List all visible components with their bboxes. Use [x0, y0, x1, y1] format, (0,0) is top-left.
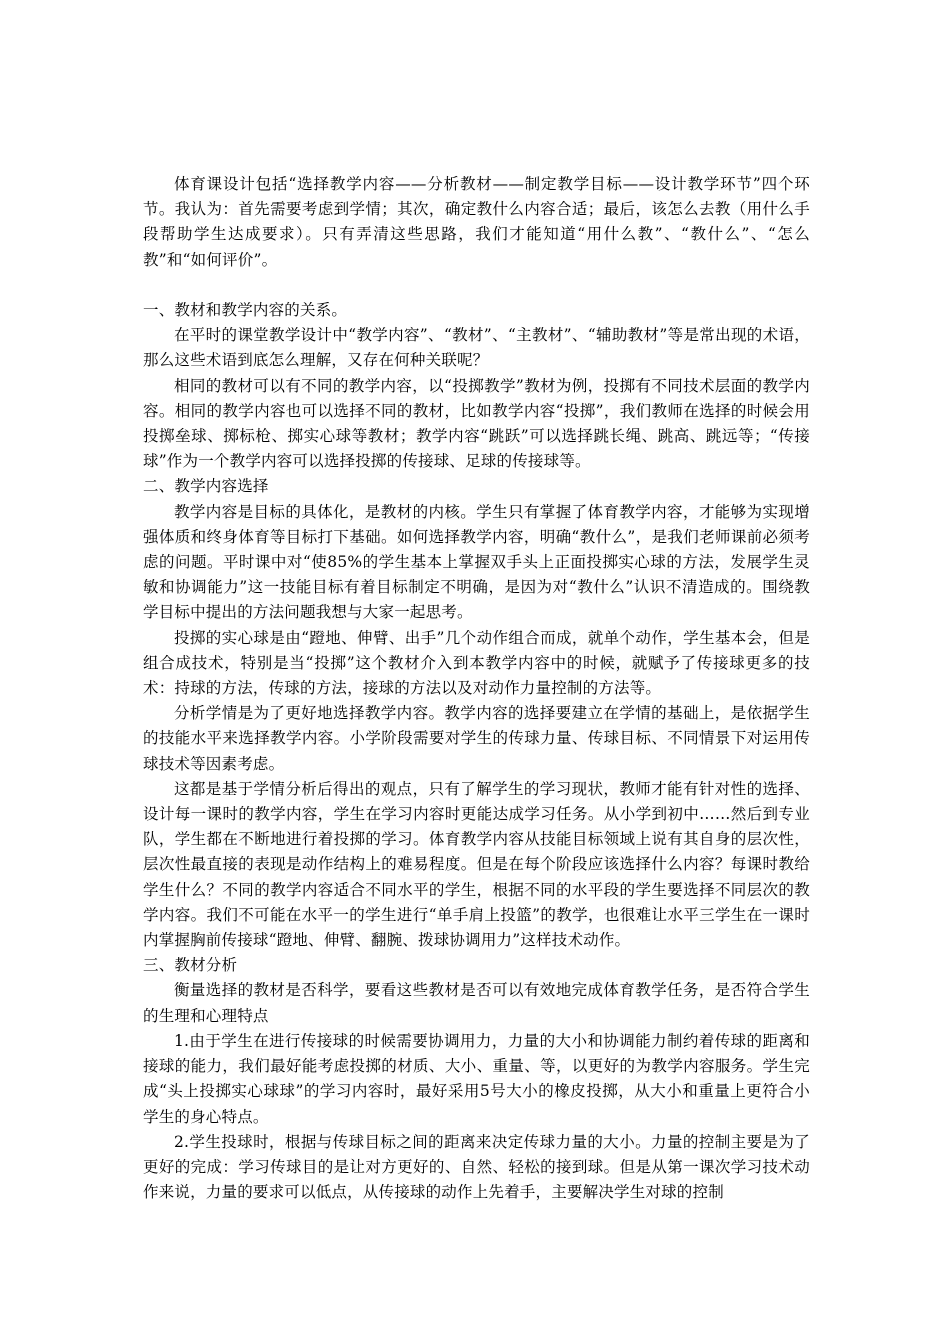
intro-paragraph: 体育课设计包括“选择教学内容——分析教材——制定教学目标——设计教学环节”四个环节。我认为：首先需要考虑到学情；其次，确定教什么内容合适；最后，该怎么去教（用什么手段帮助学生达成要求）。只有弄清这些思路，我们才能知道“用什么教”、“教什么”、“怎么教”和“如何评价”。	[143, 175, 810, 269]
section-heading-1: 一、教材和教学内容的关系。	[143, 301, 348, 319]
section-2-paragraph: 分析学情是为了更好地选择教学内容。教学内容的选择要建立在学情的基础上，是依据学生的技能水平来选择教学内容。小学阶段需要对学生的传球力量、传球目标、不同情景下对运用传球技术等因素考虑。	[143, 704, 810, 773]
section-3-paragraph: 衡量选择的教材是否科学，要看这些教材是否可以有效地完成体育教学任务，是否符合学生的生理和心理特点	[143, 981, 810, 1025]
section-3-paragraph: 2.学生投球时，根据与传球目标之间的距离来决定传球力量的大小。力量的控制主要是为了更好的完成：学习传球目的是让对方更好的、自然、轻松的接到球。但是从第一课次学习技术动作来说，力量的要求可以低点，从传接球的动作上先着手，主要解决学生对球的控制	[143, 1132, 810, 1202]
section-2-paragraph: 教学内容是目标的具体化，是教材的内核。学生只有掌握了体育教学内容，才能够为实现增强体质和终身体育等目标打下基础。如何选择教学内容，明确“教什么”，是我们老师课前必须考虑的问题。平时课中对“使85%的学生基本上掌握双手头上正面投掷实心球的方法，发展学生灵敏和协调能力”这一技能目标有着目标制定不明确，是因为对“教什么”认识不清造成的。围绕教学目标中提出的方法问题我想与大家一起思考。	[143, 502, 810, 622]
document-body	[143, 172, 810, 1205]
section-1-paragraph: 在平时的课堂教学设计中“教学内容”、“教材”、“主教材”、“辅助教材”等是常出现的术语，那么这些术语到底怎么理解，又存在何种关联呢？	[143, 326, 810, 370]
section-3-paragraph: 1.由于学生在进行传接球的时候需要协调用力，力量的大小和协调能力制约着传球的距离和接球的能力，我们最好能考虑投掷的材质、大小、重量、等，以更好的为教学内容服务。学生完成“头上投掷实心球球”的学习内容时，最好采用5号大小的橡皮投掷，从大小和重量上更符合小学生的身心特点。	[143, 1031, 810, 1126]
section-heading-3: 三、教材分析	[143, 956, 238, 975]
section-1-paragraph: 相同的教材可以有不同的教学内容，以“投掷教学”教材为例，投掷有不同技术层面的教学内容。相同的教学内容也可以选择不同的教材，比如教学内容“投掷”，我们教师在选择的时候会用投掷垒球、掷标枪、掷实心球等教材；教学内容“跳跃”可以选择跳长绳、跳高、跳远等；“传接球”作为一个教学内容可以选择投掷的传接球、足球的传接球等。	[143, 376, 810, 471]
section-2-paragraph: 这都是基于学情分析后得出的观点，只有了解学生的学习现状，教师才能有针对性的选择、设计每一课时的教学内容，学生在学习内容时更能达成学习任务。从小学到初中……然后到专业队，学生都在不断地进行着投掷的学习。体育教学内容从技能目标领域上说有其自身的层次性，层次性最直接的表现是动作结构上的难易程度。但是在每个阶段应该选择什么内容？每课时教给学生什么？不同的教学内容适合不同水平的学生，根据不同的水平段的学生要选择不同层次的教学内容。我们不可能在水平一的学生进行“单手肩上投篮”的教学，也很难让水平三学生在一课时内掌握胸前传接球“蹬地、伸臂、翻腕、拨球协调用力”这样技术动作。	[143, 779, 810, 950]
section-2-paragraph: 投掷的实心球是由“蹬地、伸臂、出手”几个动作组合而成，就单个动作，学生基本会，但是组合成技术，特别是当“投掷”这个教材介入到本教学内容中的时候，就赋予了传接球更多的技术：持球的方法，传球的方法，接球的方法以及对动作力量控制的方法等。	[143, 628, 810, 698]
section-heading-2: 二、教学内容选择	[143, 477, 269, 496]
blank-line	[143, 273, 810, 298]
